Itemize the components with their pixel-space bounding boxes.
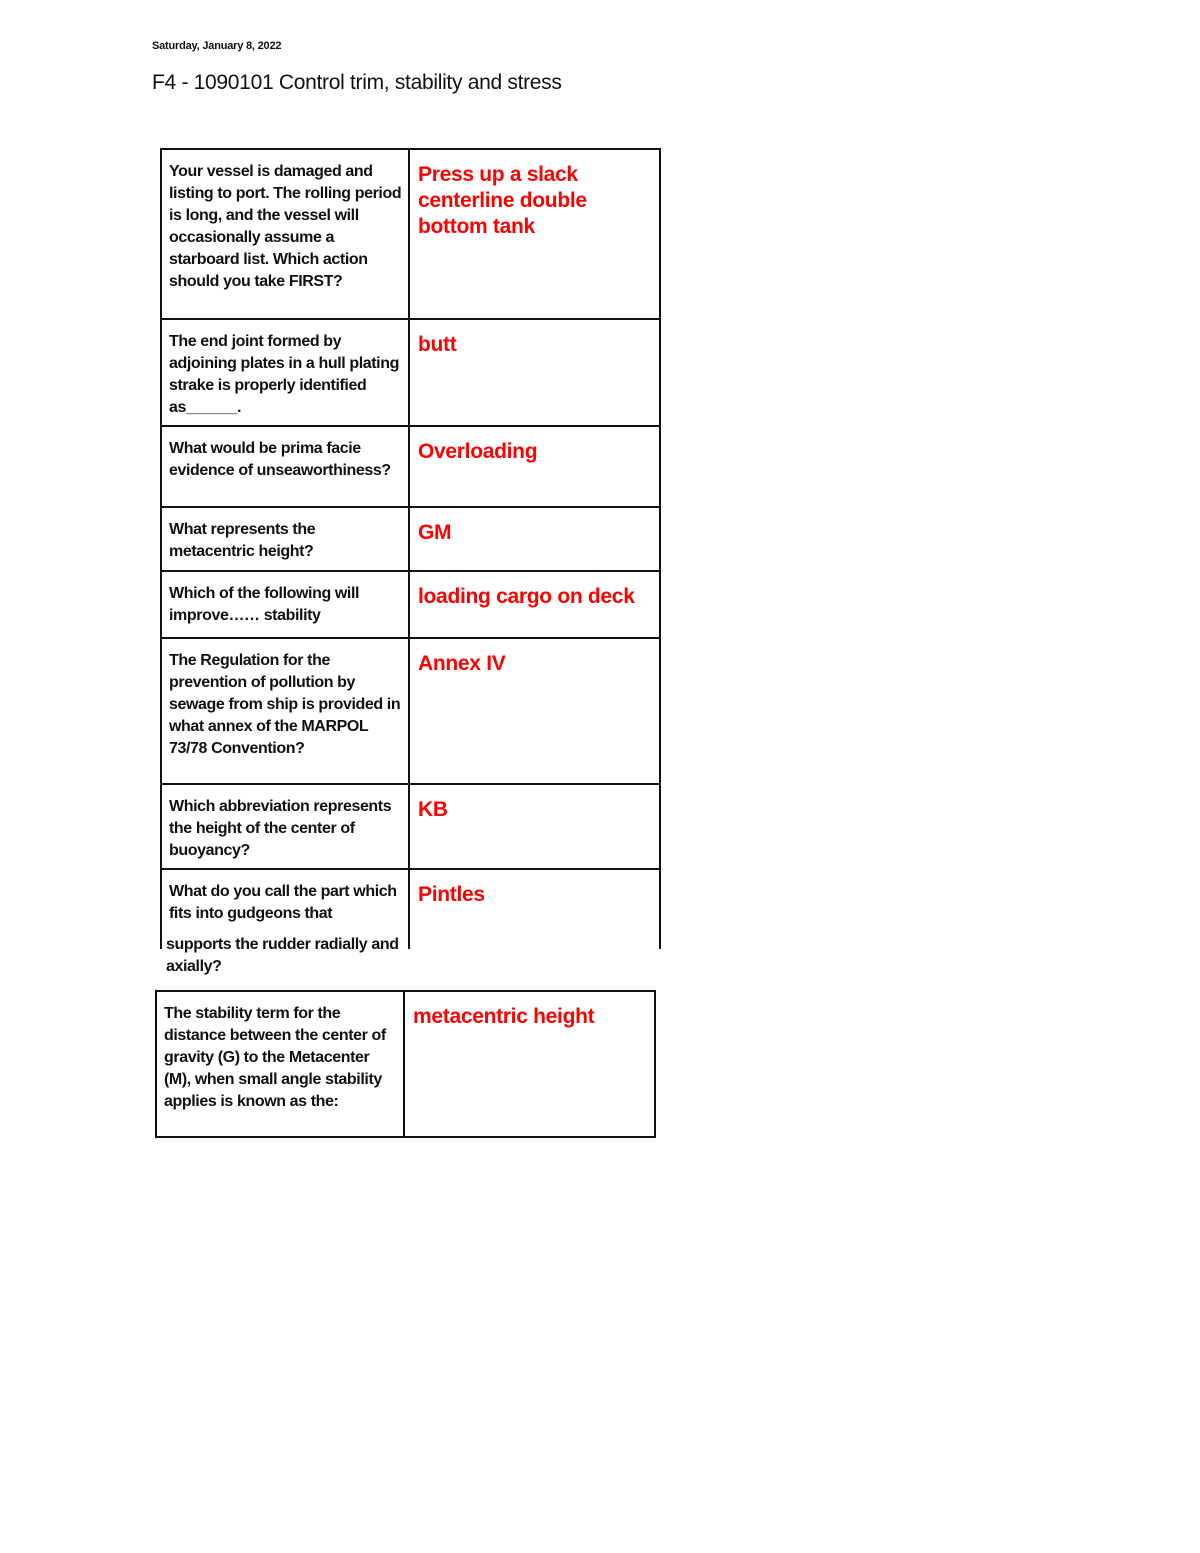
question-cell: What do you call the part which fits into gudgeons that — [161, 869, 409, 949]
table-row — [156, 991, 655, 1137]
answer-cell: metacentric height — [404, 991, 655, 1137]
table-row — [161, 638, 660, 784]
answer-cell: loading cargo on deck — [409, 571, 660, 638]
question-cell: The end joint formed by adjoining plates in a hull plating strake is properly identified as______. — [161, 319, 409, 426]
answer-cell: KB — [409, 784, 660, 869]
answer-cell: GM — [409, 507, 660, 571]
page-title: F4 - 1090101 Control trim, stability and stress — [152, 71, 562, 94]
question-cell: The Regulation for the prevention of pollution by sewage from ship is provided in what annex of the MARPOL 73/78 Convention? — [161, 638, 409, 784]
answer-cell: Overloading — [409, 426, 660, 507]
table-row — [161, 507, 660, 571]
table-row — [161, 784, 660, 869]
question-continuation: supports the rudder radially and axially? — [166, 936, 399, 975]
question-cell: Your vessel is damaged and listing to port. The rolling period is long, and the vessel will occasionally assume a starboard list. Which action should you take FIRST? — [161, 149, 409, 319]
question-cell: What represents the metacentric height? — [161, 507, 409, 571]
page-date: Saturday, January 8, 2022 — [152, 40, 282, 52]
question-cell: Which of the following will improve…… stability — [161, 571, 409, 638]
answer-cell: butt — [409, 319, 660, 426]
answer-cell: Press up a slack centerline double bottom tank — [409, 149, 660, 319]
table-row — [161, 149, 660, 319]
answer-cell: Pintles — [409, 869, 660, 949]
answer-cell: Annex IV — [409, 638, 660, 784]
qa-table — [155, 990, 656, 1138]
question-cell: Which abbreviation represents the height of the center of buoyancy? — [161, 784, 409, 869]
table-row — [161, 319, 660, 426]
table-row — [161, 426, 660, 507]
table-row — [161, 571, 660, 638]
qa-table — [160, 148, 661, 949]
question-cell: The stability term for the distance between the center of gravity (G) to the Metacenter (M), when small angle stability applies is known as the: — [156, 991, 404, 1137]
question-cell: What would be prima facie evidence of unseaworthiness? — [161, 426, 409, 507]
